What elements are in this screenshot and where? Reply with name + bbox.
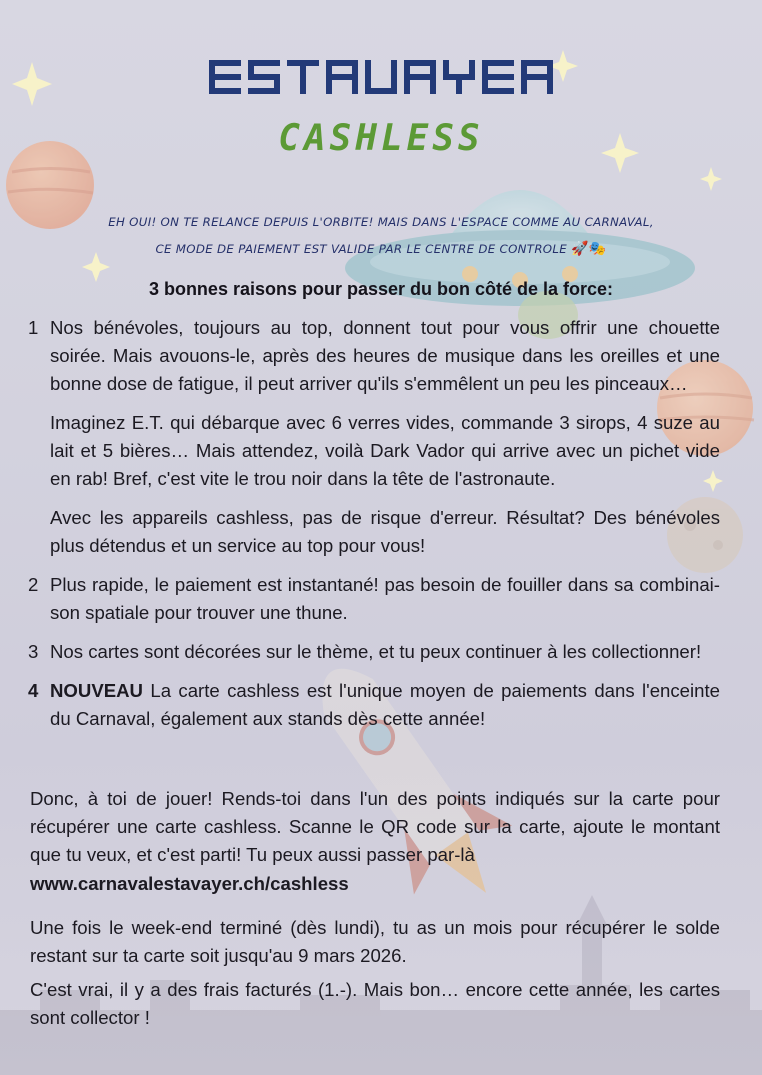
reasons-list [28,314,720,744]
brand-logo [0,52,762,102]
estavayer-logo-icon [206,52,556,102]
reason-item [28,638,720,666]
subtitle-cashless: CASHLESS [278,118,484,159]
intro-text [70,209,692,263]
refund-section [30,914,720,1038]
cta-section [30,785,720,875]
new-label: NOUVEAU [50,680,143,701]
intro-line-1: EH OUI! ON TE RELANCE DEPUIS L'ORBITE! MAIS DANS L'ESPACE COMME AU CARNAVAL, [108,215,654,229]
reason-number: 3 [28,641,39,662]
reason-1-paragraph-2: Imaginez E.T. qui débarque avec 6 verres vides, commande 3 sirops, 4 suze au lait et 5 bières… Mais attendez, voilà Dark Vador qui arrive avec un pichet vide en rab! Bref, c'est vite le trou noir dans la tête de l'astronaute. [50,412,720,489]
reason-number: 2 [28,574,39,595]
cta-text: Donc, à toi de jouer! Rends-toi dans l'un des points indiqués sur la carte pour récupérer une carte cashless. Scanne le QR code sur la carte, ajoute le montant que tu veux, et c'est parti! Tu peux aussi passer par-là [30,788,720,865]
reason-number: 1 [28,317,39,338]
reason-item [28,314,720,560]
cta-link-wrap [30,870,720,898]
reason-number: 4 [28,680,39,701]
reason-4-text: NOUVEAU La carte cashless est l'unique moyen de paiements dans l'enceinte du Carnaval, également aux stands dès cette année! [50,680,720,729]
reason-item [28,571,720,627]
reason-item [28,677,720,733]
reason-1-paragraph-3: Avec les appareils cashless, pas de risque d'erreur. Résultat? Des bénévoles plus détendus et un service au top pour vous! [50,507,720,556]
refund-paragraph-2: C'est vrai, il y a des frais facturés (1.-). Mais bon… encore cette année, les cartes sont collector ! [30,979,720,1028]
reason-1-paragraph-1: Nos bénévoles, toujours au top, donnent tout pour vous offrir une chouette soirée. Mais avouons-le, après des heures de musique dans les oreilles et une bonne dose de fatigue, il peut arriver qu'ils s'emmêlent un peu les pinceaux… [50,317,720,394]
refund-paragraph-1: Une fois le week-end terminé (dès lundi), tu as un mois pour récupérer le solde restant sur ta carte soit jusqu'au 9 mars 2026. [30,917,720,966]
cashless-website-link[interactable]: www.carnavalestavayer.ch/cashless [30,873,349,894]
reasons-heading: 3 bonnes raisons pour passer du bon côté de la force: [148,279,614,299]
intro-line-2: CE MODE DE PAIEMENT EST VALIDE PAR LE CENTRE DE CONTROLE 🚀🎭 [155,241,607,257]
reason-3-text: Nos cartes sont décorées sur le thème, et tu peux continuer à les collectionner! [50,641,702,662]
rocket-mask-emoji: 🚀🎭 [571,241,607,257]
reason-2-text: Plus rapide, le paiement est instantané! pas besoin de fouiller dans sa combinai-son spatiale pour trouver une thune. [50,574,720,623]
